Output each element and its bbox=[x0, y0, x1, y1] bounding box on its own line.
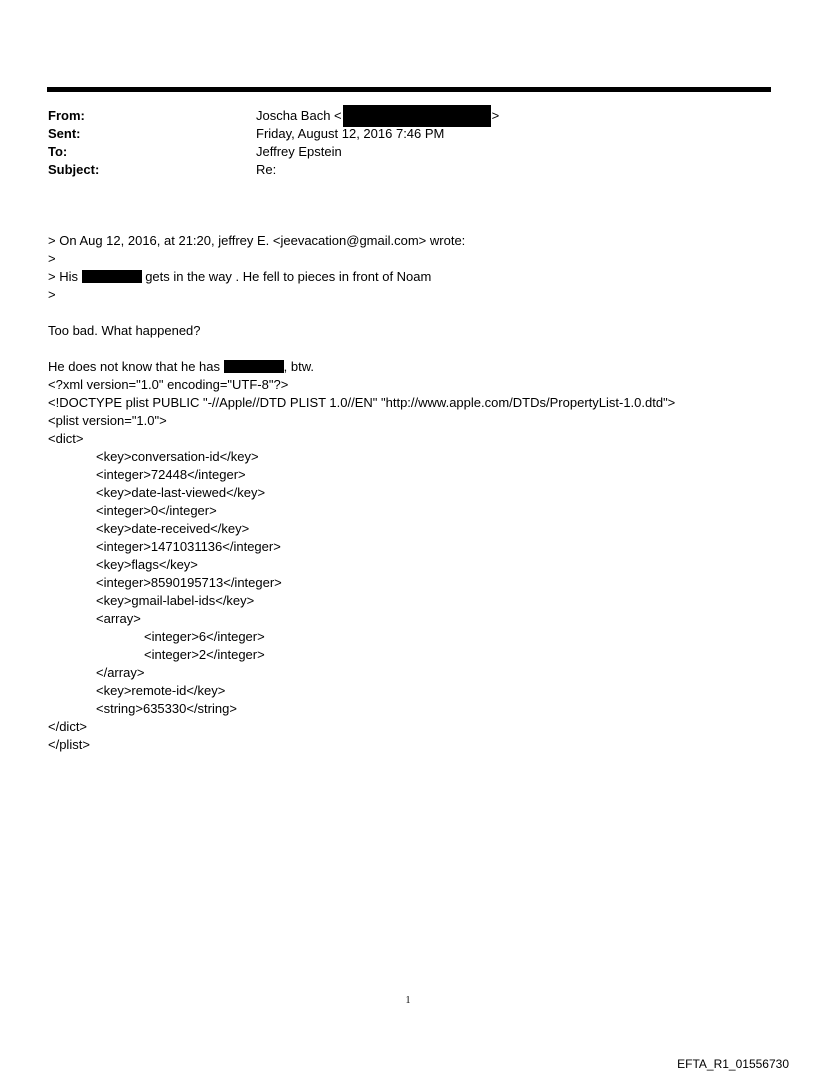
plist-line: <plist version="1.0"> bbox=[48, 413, 167, 428]
quote-line: > His gets in the way . He fell to pieces in front of Noam bbox=[48, 269, 432, 284]
plist-line: <key>remote-id</key> bbox=[96, 683, 226, 698]
redaction-box bbox=[82, 270, 142, 283]
to-value: Jeffrey Epstein bbox=[256, 144, 342, 159]
quote-blank: > bbox=[48, 287, 56, 302]
plist-line: <key>flags</key> bbox=[96, 557, 198, 572]
top-divider bbox=[47, 87, 771, 92]
document-id: EFTA_R1_01556730 bbox=[677, 1057, 789, 1071]
subject-row bbox=[48, 161, 748, 179]
plist-line: <integer>1471031136</integer> bbox=[96, 539, 281, 554]
to-row bbox=[48, 143, 748, 161]
plist-line: <array> bbox=[96, 611, 141, 626]
sent-row bbox=[48, 125, 748, 143]
plist-line: <dict> bbox=[48, 431, 84, 446]
plist-line: </array> bbox=[96, 665, 145, 680]
plist-line: <?xml version="1.0" encoding="UTF-8"?> bbox=[48, 377, 289, 392]
plist-line: <integer>8590195713</integer> bbox=[96, 575, 282, 590]
plist-line: </dict> bbox=[48, 719, 88, 734]
subject-value: Re: bbox=[256, 162, 277, 177]
plist-line: <integer>72448</integer> bbox=[96, 467, 246, 482]
plist-line: <key>gmail-label-ids</key> bbox=[96, 593, 255, 608]
email-body bbox=[48, 232, 788, 754]
sent-value: Friday, August 12, 2016 7:46 PM bbox=[256, 126, 445, 141]
from-name: Joscha Bach < bbox=[256, 108, 342, 123]
reply-line: He does not know that he has , btw. bbox=[48, 359, 314, 374]
email-header bbox=[48, 107, 748, 179]
plist-line: </plist> bbox=[48, 737, 90, 752]
reply-line: Too bad. What happened? bbox=[48, 323, 201, 338]
plist-line: <!DOCTYPE plist PUBLIC "-//Apple//DTD PLIST 1.0//EN" "http://www.apple.com/DTDs/PropertyList-1.0.dtd"> bbox=[48, 395, 676, 410]
to-label: To: bbox=[48, 144, 68, 159]
plist-line: <integer>6</integer> bbox=[144, 629, 265, 644]
from-value bbox=[256, 107, 499, 125]
subject-label: Subject: bbox=[48, 162, 100, 177]
plist-line: <key>date-last-viewed</key> bbox=[96, 485, 266, 500]
redaction-box bbox=[224, 360, 284, 373]
plist-line: <integer>2</integer> bbox=[144, 647, 265, 662]
page-number: 1 bbox=[405, 995, 411, 1006]
from-label: From: bbox=[48, 108, 85, 123]
plist-line: <string>635330</string> bbox=[96, 701, 237, 716]
from-close: > bbox=[491, 108, 500, 123]
from-row bbox=[48, 107, 748, 125]
quote-blank: > bbox=[48, 251, 56, 266]
redaction-box bbox=[343, 105, 491, 127]
plist-line: <integer>0</integer> bbox=[96, 503, 217, 518]
plist-line: <key>date-received</key> bbox=[96, 521, 250, 536]
plist-line: <key>conversation-id</key> bbox=[96, 449, 259, 464]
sent-label: Sent: bbox=[48, 126, 81, 141]
quote-intro: > On Aug 12, 2016, at 21:20, jeffrey E. <jeevacation@gmail.com> wrote: bbox=[48, 233, 466, 248]
